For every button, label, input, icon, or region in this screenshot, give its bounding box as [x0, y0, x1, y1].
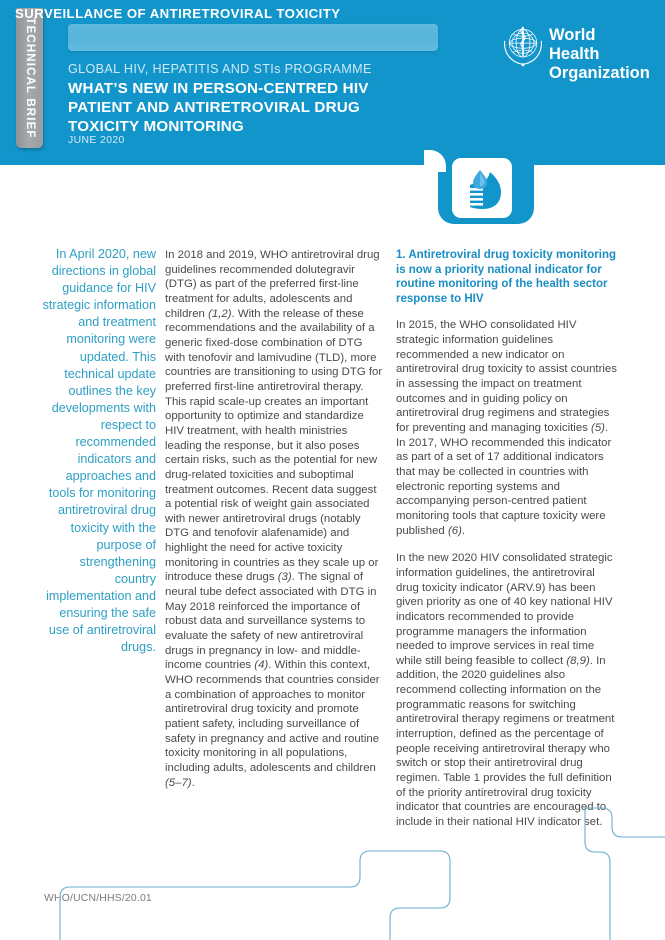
who-logo-line1: World Health [549, 26, 600, 63]
hand-blood-drop-badge [452, 158, 512, 218]
publication-date: JUNE 2020 [68, 135, 125, 146]
kicker-bar [68, 24, 438, 51]
section-paragraph-1: In 2015, the WHO consolidated HIV strategic information guidelines recommended a new indicator on antiretroviral drug toxicity to assist countries in assessing the impact on treatment outcomes and in guiding policy on antiretroviral drug regimens and strategies for preventing and managing toxicities (5). In 2017, WHO recommended this indicator as part of a set of 17 additional indicators that may be collected in countries with electronic reporting systems and accompanying person-centred patient monitoring tools that capture toxicity were published (6). [396, 319, 617, 537]
document-code: WHO/UCN/HHS/20.01 [44, 893, 152, 904]
summary-column: In April 2020, new directions in global guidance for HIV strategic information and treatment monitoring were updated. This technical update outlines the key developments with respect to recommended indicators and approaches and tools for monitoring antiretroviral drug toxicity with the purpose of strengthening country implementation and ensuring the safe use of antiretroviral drugs. [42, 247, 156, 655]
who-logo [500, 22, 650, 82]
circuit-line-decoration [0, 780, 665, 940]
section-paragraph-2: In the new 2020 HIV consolidated strategic information guidelines, the antiretroviral drug toxicity indicator (ARV.9) has been given priority as one of 40 key national HIV indicators recommended to provide programme managers the information needed to improve services in real time while still being feasible to collect (8,9). In addition, the 2020 guidelines also recommend collecting information on the programmatic reasons for switching antiretroviral therapy regimens or treatment interruption, defined as the percentage of people receiving antiretroviral therapy who switch or stop their antiretroviral drug regimen. Table 1 provides the full definition of the priority antiretroviral drug toxicity indicator that countries are encouraged to include in their national HIV indicator set. [396, 552, 615, 829]
section-column [396, 248, 618, 830]
technical-brief-label: TECHNICAL BRIEF [23, 17, 36, 139]
kicker-text: SURVEILLANCE OF ANTIRETROVIRAL TOXICITY [15, 6, 341, 21]
hand-blood-drop-icon [452, 158, 512, 218]
intro-paragraph: In 2018 and 2019, WHO antiretroviral drug guidelines recommended dolutegravir (DTG) as part of the preferred first-line treatment for adults, adolescents and children (1,2). With the release of these recommendations and the availability of a generic fixed-dose combination of DTG with tenofovir and lamivudine (TLD), more countries are transitioning to using DTG for preferred first-line antiretroviral therapy. This rapid scale-up creates an important opportunity to optimize and standardize HIV treatment, with health ministries leading the response, but it also poses certain risks, such as the potential for new drug-related toxicities and suboptimal treatment outcomes. Recent data suggest a potential risk of weight gain associated with newer antiretroviral drugs (notably DTG and tenofovir alafenamide) and highlight the need for active toxicity monitoring in countries as they scale up or introduce these drugs (3). The signal of neural tube defect associated with DTG in May 2018 reinforced the importance of robust data and surveillance systems to evaluate the safety of new antiretroviral drugs in pregnancy in low- and middle-income countries (4). Within this context, WHO recommends that countries consider a combination of approaches to monitor antiretroviral drug toxicity and promote patient safety, including surveillance of safety in pregnancy and active and routine toxicity monitoring in all populations, including adults, adolescents and children (5–7). [165, 249, 383, 789]
page-title: WHAT’S NEW IN PERSON-CENTRED HIV PATIENT AND ANTIRETROVIRAL DRUG TOXICITY MONITORING [68, 80, 369, 135]
header-tab-notch [424, 150, 446, 172]
programme-line: GLOBAL HIV, HEPATITIS AND STIs PROGRAMME [68, 62, 372, 76]
technical-brief-side-tab [16, 8, 43, 148]
section-heading: 1. Antiretroviral drug toxicity monitoring is now a priority national indicator for routine monitoring of the health sector response to HIV [396, 249, 617, 305]
who-logo-wordmark [549, 26, 650, 83]
who-un-emblem-icon [500, 22, 546, 68]
intro-column [165, 248, 383, 790]
who-logo-line2: Organization [549, 64, 650, 82]
